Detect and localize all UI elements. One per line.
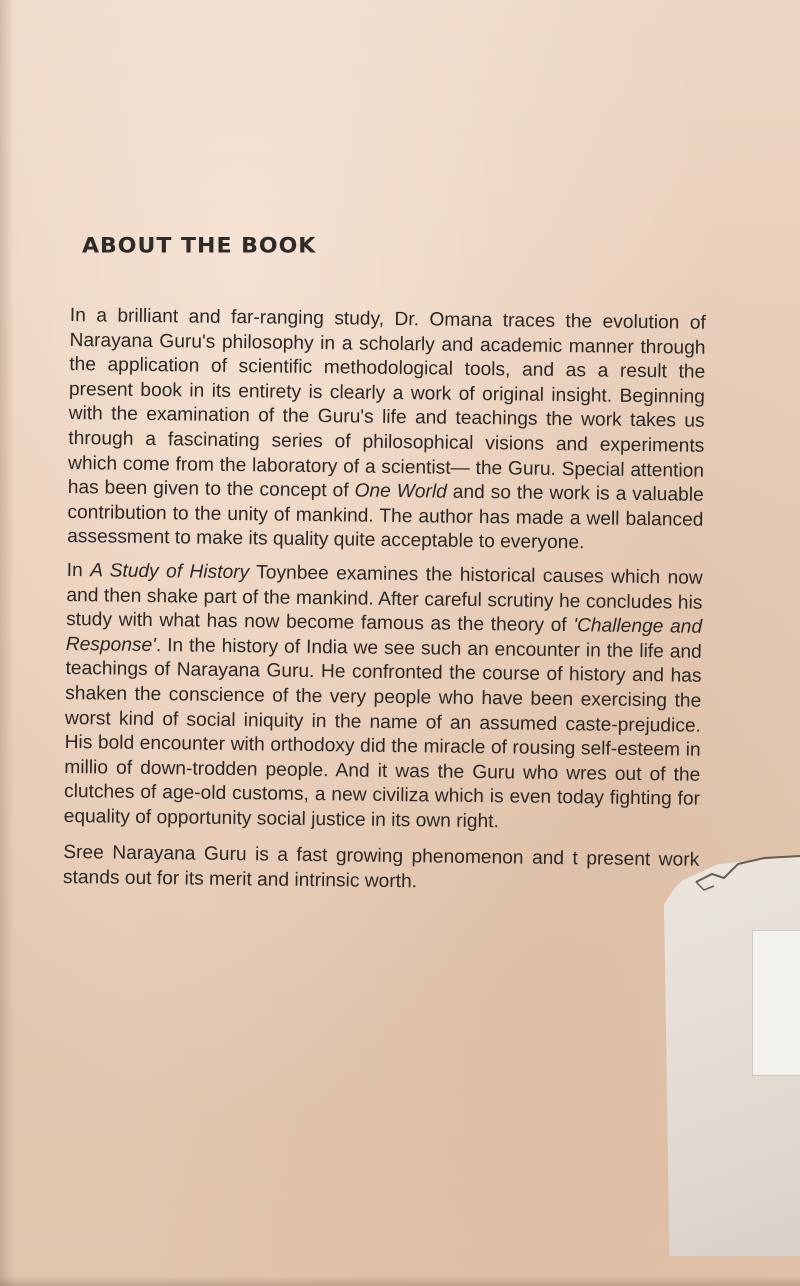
book-description (63, 304, 706, 908)
paragraph-toynbee (64, 559, 703, 837)
text-run: . In the history of India we see such an encounter in the life and teachings of Narayana Guru. He confronted the course of history and has shaken the conscience of the very people who have been exercising the worst kind of social iniquity in the name of an assumed caste-prejudice. His bold encounter with orthodoxy did the miracle of rousing self-esteem in millio of down-trodden people. And it was the Guru who wres out of the clutches of age-old customs, a new civiliza which is even today fighting for equality of opportunity social justice in its own right. (63, 634, 702, 833)
text-run: and so the work is a valuable contribution to the unity of mankind. The author has made a well balanced assessment to make its quality quite acceptable to everyone. (67, 481, 704, 554)
text-run: In (66, 559, 91, 582)
page-left-edge-shadow (0, 0, 14, 1286)
text-run: Toynbee examines the historical causes which now and then shake part of the mankind. After careful scrutiny he concludes his study with what has now become famous as the theory of (66, 562, 703, 637)
paragraph-closing (63, 841, 700, 898)
italic-challenge-and-response: 'Challenge and Response' (65, 615, 703, 656)
torn-paper-inner-layer (752, 930, 800, 1076)
torn-paper-curl-edge (694, 852, 800, 894)
italic-title-study-of-history: A Study of History (90, 560, 250, 584)
paragraph-study-summary (67, 304, 706, 558)
text-run: Sree Narayana Guru is a fast growing phenomenon and t present work stands out for its merit and intrinsic worth. (62, 842, 700, 893)
page-bottom-edge-shadow (0, 1276, 800, 1286)
text-run: In a brilliant and far-ranging study, Dr. Omana traces the evolution of Narayana Guru's philosophy in a scholarly and academic manner through the application of scientific methodological tools, and as a result the present book in its entirety is clearly a work of original insight. Beginning with the examination of the Guru's life and teachings the work takes us through a fascinating series of philosophical visions and experiments which come from the laboratory of a scientist— the Guru. Special attention has been given to the concept of (67, 304, 706, 502)
italic-title-one-world: One World (354, 480, 447, 503)
about-the-book-heading: ABOUT THE BOOK (82, 234, 317, 259)
